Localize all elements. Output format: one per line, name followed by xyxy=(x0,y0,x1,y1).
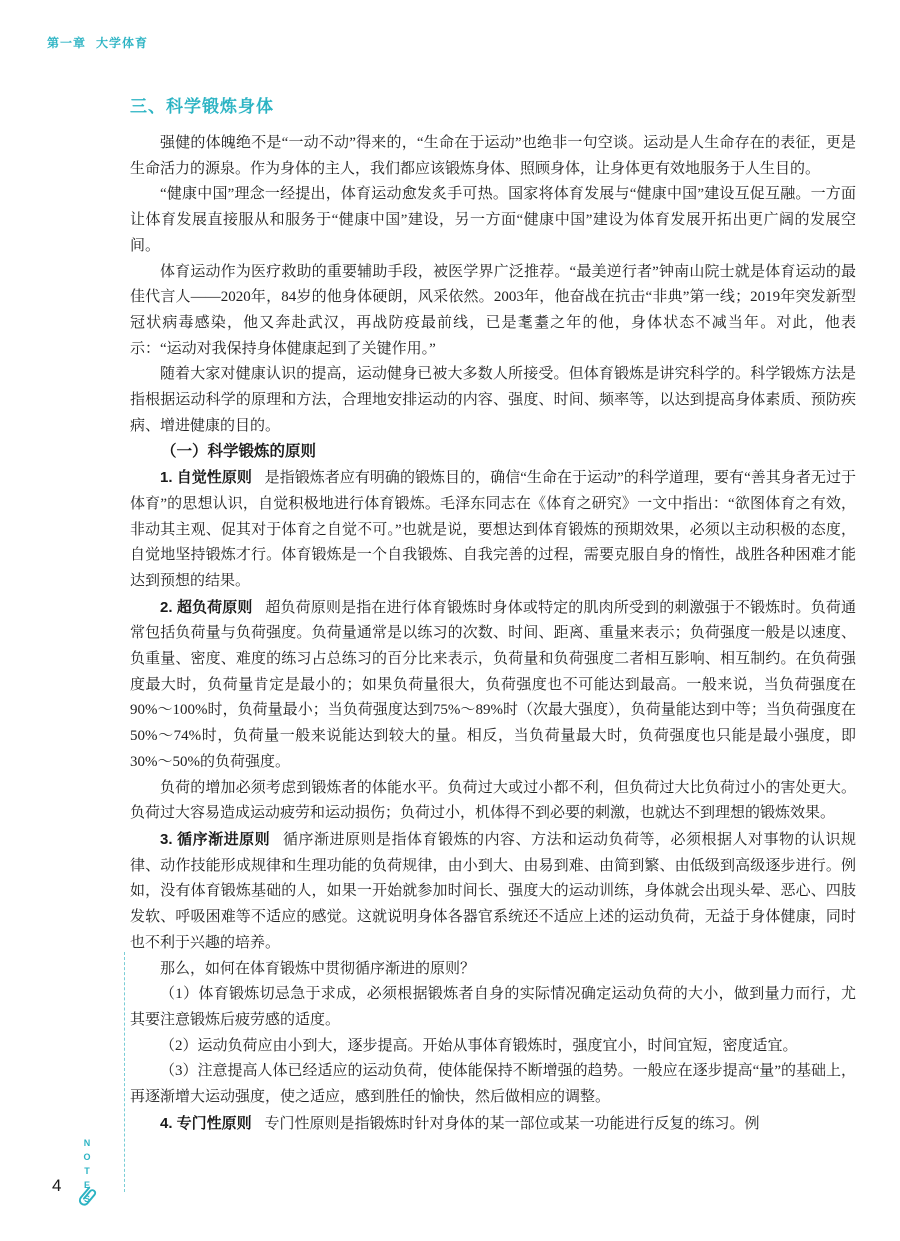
paragraph: 体育运动作为医疗救助的重要辅助手段，被医学界广泛推荐。“最美逆行者”钟南山院士就是体育运动的最佳代言人——2020年，84岁的他身体硬朗，风采依然。2003年，他奋战在抗击“非典”第一线；2019年突发新型冠状病毒感染，他又奔赴武汉，再战防疫最前线，已是耄耋之年的他，身体状态不减当年。对此，他表示：“运动对我保持身体健康起到了关键作用。” xyxy=(130,263,856,357)
paragraph: （2）运动负荷应由小到大，逐步提高。开始从事体育锻炼时，强度宜小，时间宜短，密度适宜。 xyxy=(160,1037,798,1054)
paragraph-principle xyxy=(130,465,856,595)
paragraph: 那么，如何在体育锻炼中贯彻循序渐进的原则？ xyxy=(160,960,476,977)
section-title: 三、科学锻炼身体 xyxy=(130,97,274,116)
subsection-heading: （一）科学锻炼的原则 xyxy=(161,443,317,461)
paragraph: 强健的体魄绝不是“一动不动”得来的，“生命在于运动”也绝非一句空谈。运动是人生命存在的表征，更是生命活力的源泉。作为身体的主人，我们都应该锻炼身体、照顾身体，让身体更有效地服务于人生目的。 xyxy=(130,135,856,177)
page-body xyxy=(130,92,856,1137)
book-title: 大学体育 xyxy=(96,36,149,50)
paragraph: “健康中国”理念一经提出，体育运动愈发炙手可热。国家将体育发展与“健康中国”建设互促互融。一方面让体育发展直接服从和服务于“健康中国”建设，另一方面“健康中国”建设为体育发展开拓出更广阔的发展空间。 xyxy=(130,186,856,254)
principle-label: 2. 超负荷原则 xyxy=(160,598,253,616)
paragraph: （1）体育锻炼切忌急于求成，必须根据锻炼者自身的实际情况确定运动负荷的大小，做到量力而行，尤其要注意锻炼后疲劳感的适度。 xyxy=(130,986,856,1028)
paragraph-principle xyxy=(130,595,856,776)
principle-label: 3. 循序渐进原则 xyxy=(160,830,271,848)
paragraph-principle xyxy=(130,1111,856,1138)
paragraph-principle xyxy=(130,827,856,957)
notes-label: NOTES xyxy=(82,1138,92,1208)
chapter-label: 第一章 xyxy=(47,36,87,50)
notes-divider xyxy=(124,952,125,1192)
paperclip-icon xyxy=(69,1179,106,1216)
principle-label: 1. 自觉性原则 xyxy=(160,469,252,487)
paragraph-text: 循序渐进原则是指体育锻炼的内容、方法和运动负荷等，必须根据人对事物的认识规律、动作技能形成规律和生理功能的负荷规律，由小到大、由易到难、由简到繁、由低级到高级逐步进行。例如，没有体育锻炼基础的人，如果一开始就参加时间长、强度大的运动训练，身体就会出现头晕、恶心、四肢发软、呼吸困难等不适应的感觉。这就说明身体各器官系统还不适应上述的运动负荷，无益于身体健康，同时也不利于兴趣的培养。 xyxy=(130,831,856,951)
paragraph-text: 专门性原则是指锻炼时针对身体的某一部位或某一功能进行反复的练习。例 xyxy=(264,1115,760,1132)
paragraph: （3）注意提高人体已经适应的运动负荷，使体能保持不断增强的趋势。一般应在逐步提高“量”的基础上，再逐渐增大运动强度，使之适应，感到胜任的愉快，然后做相应的调整。 xyxy=(130,1063,856,1106)
paragraph-text: 超负荷原则是指在进行体育锻炼时身体或特定的肌肉所受到的刺激强于不锻炼时。负荷通常包括负荷量与负荷强度。负荷量通常是以练习的次数、时间、距离、重量来表示；负荷强度一般是以速度、负重量、密度、难度的练习占总练习的百分比来表示，负荷量和负荷强度二者相互影响、相互制约。在负荷强度最大时，负荷量肯定是最小的；如果负荷量很大，负荷强度也不可能达到最高。一般来说，当负荷强度在90%～100%时，负荷量最小；当负荷强度达到75%～89%时（次最大强度），负荷量能达到中等；当负荷强度在50%～74%时，负荷量一般来说能达到较大的量。相反，当负荷量最大时，负荷强度也只能是最小强度，即30%～50%的负荷强度。 xyxy=(130,599,856,770)
running-head xyxy=(47,34,158,51)
page-number: 4 xyxy=(52,1176,62,1195)
principle-label: 4. 专门性原则 xyxy=(160,1114,252,1132)
paragraph-text: 是指锻炼者应有明确的锻炼目的，确信“生命在于运动”的科学道理，要有“善其身者无过于体育”的思想认识，自觉积极地进行体育锻炼。毛泽东同志在《体育之研究》一文中指出：“欲图体育之有效，非动其主观、促其对于体育之自觉不可。”也就是说，要想达到体育锻炼的预期效果，必须以主动积极的态度，自觉地坚持锻炼才行。体育锻炼是一个自我锻炼、自我完善的过程，需要克服自身的惰性，战胜各种困难才能达到预想的结果。 xyxy=(130,470,856,589)
paragraph: 随着大家对健康认识的提高，运动健身已被大多数人所接受。但体育锻炼是讲究科学的。科学锻炼方法是指根据运动科学的原理和方法，合理地安排运动的内容、强度、时间、频率等，以达到提高身体素质、预防疾病、增进健康的目的。 xyxy=(130,366,856,434)
paragraph: 负荷的增加必须考虑到锻炼者的体能水平。负荷过大或过小都不利，但负荷过大比负荷过小的害处更大。负荷过大容易造成运动疲劳和运动损伤；负荷过小，机体得不到必要的刺激，也就达不到理想的锻炼效果。 xyxy=(130,779,856,822)
